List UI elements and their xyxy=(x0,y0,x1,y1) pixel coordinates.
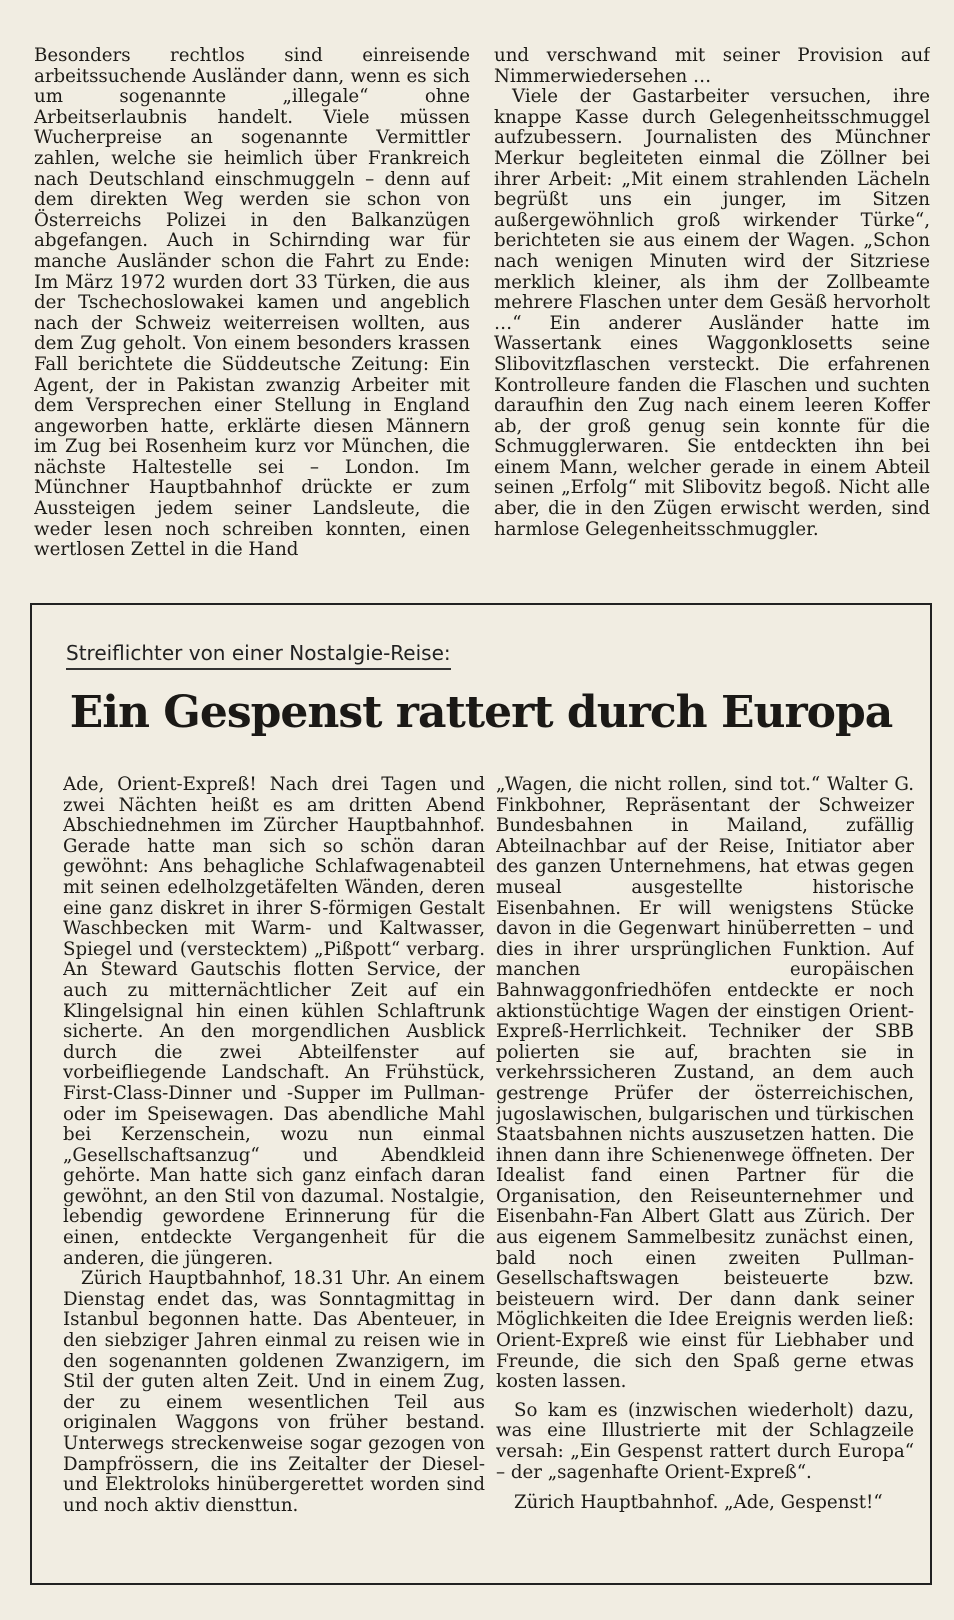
top-article-left-column xyxy=(34,46,470,576)
boxed-article xyxy=(30,603,932,1585)
boxed-article-right-column xyxy=(496,775,914,1565)
paragraph: Zürich Hauptbahnhof. „Ade, Gespenst!“ xyxy=(514,1492,883,1514)
paragraph: Besonders rechtlos sind einreisende arbeitssuchende Ausländer dann, wenn es sich um sogenannte „illegale“ ohne Arbeitserlaubnis handelt. Viele müssen Wucherpreise an sogenannte Vermittler zahlen, welche sie heimlich über Frankreich nach Deutschland einschmuggeln – denn auf dem direkten Weg werden sie schon von Österreichs Polizei in den Balkanzügen abgefangen. Auch in Schirnding war für manche Ausländer schon die Fahrt zu Ende: Im März 1972 wurden dort 33 Türken, die aus der Tschechoslowakei kamen und angeblich nach der Schweiz weiterreisen wollten, aus dem Zug geholt. Von einem besonders krassen Fall berichtete die Süddeutsche Zeitung: Ein Agent, der in Pakistan zwanzig Arbeiter mit dem Versprechen einer Stellung in England angeworben hatte, erklärte diesen Männern im Zug bei Rosenheim kurz vor München, die nächste Haltestelle sei – London. Im Münchner Hauptbahnhof drückte er zum Aussteigen jedem seiner Landsleute, die weder lesen noch schreiben konnten, einen wertlosen Zettel in die Hand xyxy=(34,46,470,561)
top-article-right-column xyxy=(494,46,930,566)
article-headline: Ein Gespenst rattert durch Europa xyxy=(69,687,893,738)
article-kicker: Streiflichter von einer Nostalgie-Reise: xyxy=(66,641,451,670)
paragraph: und verschwand mit seiner Provision auf Nimmerwiedersehen … xyxy=(494,46,930,87)
paragraph: Viele der Gastarbeiter versuchen, ihre knappe Kasse durch Gelegenheitsschmuggel aufzubessern. Journalisten des Münchner Merkur begleiteten einmal die Zöllner bei ihrer Arbeit: „Mit einem strahlenden Lächeln begrüßt uns ein junger, im Sitzen außergewöhnlich groß wirkender Türke“, berichteten sie aus einem der Wagen. „Schon nach wenigen Minuten wird der Sitzriese merklich kleiner, als ihm der Zollbeamte mehrere Flaschen unter dem Gesäß hervorholt …“ Ein anderer Ausländer hatte im Wassertank eines Waggonklosetts seine Slibovitzflaschen versteckt. Die erfahrenen Kontrolleure fanden die Flaschen und suchten daraufhin den Zug nach einem leeren Koffer ab, der groß genug sein konnte für die Schmugglerwaren. Sie entdeckten ihn bei einem Mann, welcher gerade in einem Abteil seinen „Erfolg“ mit Slibovitz begoß. Nicht alle aber, die in den Zügen erwischt werden, sind harmlose Gelegenheitsschmuggler. xyxy=(494,86,930,540)
paragraph: Zürich Hauptbahnhof, 18.31 Uhr. An einem Dienstag endet das, was Sonntagmittag in Istanbul begonnen hatte. Das Abenteuer, in den siebziger Jahren einmal zu reisen wie in den sogenannten goldenen Zwanzigern, im Stil der guten alten Zeit. Und in einem Zug, der zu einem wesentlichen Teil aus originalen Waggons von früher bestand. Unterwegs streckenweise sogar gezogen von Dampfrössern, die ins Zeitalter der Diesel- und Elektroloks hinübergerettet worden sind und noch aktiv diensttun. xyxy=(63,1268,485,1516)
paragraph: So kam es (inzwischen wiederholt) dazu, was eine Illustrierte mit der Schlagzeile versah: „Ein Gespenst rattert durch Europa“ – der „sagenhafte Orient-Expreß“. xyxy=(496,1399,914,1483)
paragraph: Ade, Orient-Expreß! Nach drei Tagen und zwei Nächten heißt es am dritten Abend Abschiednehmen im Zürcher Hauptbahnhof. Gerade hatte man sich so schön daran gewöhnt: Ans behagliche Schlafwagenabteil mit seinen edelholzgetäfelten Wänden, deren eine ganz diskret in ihrer S-förmigen Gestalt Waschbecken mit Warm- und Kaltwasser, Spiegel und (verstecktem) „Pißpott“ verbarg. An Steward Gautschis flotten Service, der auch zu mitternächtlicher Zeit auf ein Klingelsignal hin einen kühlen Schlaftrunk sicherte. An den morgendlichen Ausblick durch die zwei Abteilfenster auf vorbeifliegende Landschaft. An Frühstück, First-Class-Dinner und -Supper im Pullman- oder im Speisewagen. Das abendliche Mahl bei Kerzenschein, wozu nun einmal „Gesellschaftsanzug“ und Abendkleid gehörte. Man hatte sich ganz einfach daran gewöhnt, an den Stil von dazumal. Nostalgie, lebendig gewordene Erinnerung für die einen, entdeckte Vergangenheit für die anderen, die jüngeren. xyxy=(63,775,485,1269)
paragraph: „Wagen, die nicht rollen, sind tot.“ Walter G. Finkbohner, Repräsentant der Schweizer Bundesbahnen in Mailand, zufällig Abteilnachbar auf der Reise, Initiator aber des ganzen Unternehmens, hat etwas gegen museal ausgestellte historische Eisenbahnen. Er will wenigstens Stücke davon in die Gegenwart hinüberretten – und dies in ihrer ursprünglichen Funktion. Auf manchen europäischen Bahnwaggonfriedhöfen entdeckte er noch aktionstüchtige Wagen der einstigen Orient-Expreß-Herrlichkeit. Techniker der SBB polierten sie auf, brachten sie in verkehrssicheren Zustand, an dem auch gestrenge Prüfer der österreichischen, jugoslawischen, bulgarischen und türkischen Staatsbahnen nichts auszusetzen hatten. Die ihnen dann ihre Schienenwege öffneten. Der Idealist fand einen Partner für die Organisation, den Reiseunternehmer und Eisenbahn-Fan Albert Glatt aus Zürich. Der aus eigenem Sammelbesitz zunächst einen, bald noch einen zweiten Pullman-Gesellschaftswagen beisteuerte bzw. beisteuern wird. Der dann dank seiner Möglichkeiten die Idee Ereignis werden ließ: Orient-Expreß wie einst für Liebhaber und Freunde, die sich den Spaß gerne etwas kosten lassen. xyxy=(496,775,914,1393)
boxed-article-left-column xyxy=(63,775,485,1565)
